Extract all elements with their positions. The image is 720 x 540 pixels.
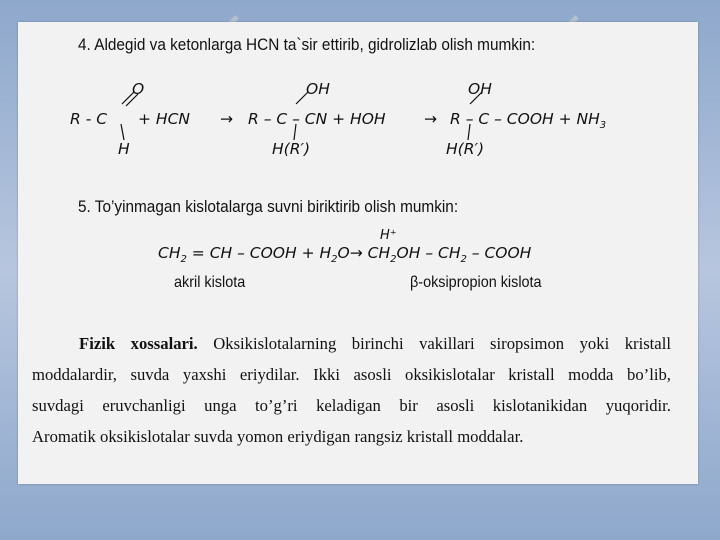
- reaction-equation: $CH_2$ = CH – COOH + $H_2O\to CH_2OH - CH_2$ – COOH: [158, 244, 532, 265]
- bond-lines: [18, 22, 698, 182]
- carbonyl-oxygen: O: [132, 80, 145, 98]
- substituent-2: H(R′): [446, 140, 485, 158]
- physical-properties-paragraph: [32, 328, 671, 452]
- paragraph-line-1: Fizik xossalari. Oksikislotalarning birinchi vakillari siropsimon yoki kristall: [79, 334, 671, 353]
- arrow-1: →: [220, 110, 233, 128]
- plus-hcn: + HCN: [138, 110, 190, 128]
- paragraph-line-3: suvdagi eruvchanligi unga to’g’ri keladigan bir asosli kislotanikidan yuqoridir.: [32, 396, 671, 415]
- reactant-name: akril kislota: [174, 274, 246, 291]
- arrow-2: →: [424, 110, 437, 128]
- product-name: β-oksipropion kislota: [410, 274, 542, 291]
- aldehyde-hydrogen: H: [118, 140, 130, 158]
- section-title: Fizik xossalari.: [79, 334, 198, 353]
- substituent-1: H(R′): [272, 140, 311, 158]
- heading-4: 4. Aldegid va ketonlarga HCN ta`sir ettirib, gidrolizlab olish mumkin:: [78, 36, 536, 54]
- heading-5: 5. To’yinmagan kislotalarga suvni biriktirib olish mumkin:: [78, 198, 459, 216]
- paragraph-line-2: moddalardir, suvda yaxshi eriydilar. Ikki asosli oksikislotalar kristall modda bo’lib,: [32, 365, 671, 384]
- catalyst-label: H⁺: [380, 228, 397, 243]
- hydroxyl-1: OH: [306, 80, 330, 98]
- document-page: [18, 22, 698, 484]
- reactant-r-carbonyl: R - C: [70, 110, 108, 128]
- hydroxyl-2: OH: [468, 80, 492, 98]
- cyanohydrin-plus-water: R – C – CN + HOH: [248, 110, 386, 128]
- paragraph-line-4: Aromatik oksikislotalar suvda yomon eriydigan rangsiz kristall moddalar.: [32, 427, 524, 446]
- product-acid: R – C – COOH + $NH_3$: [450, 110, 607, 131]
